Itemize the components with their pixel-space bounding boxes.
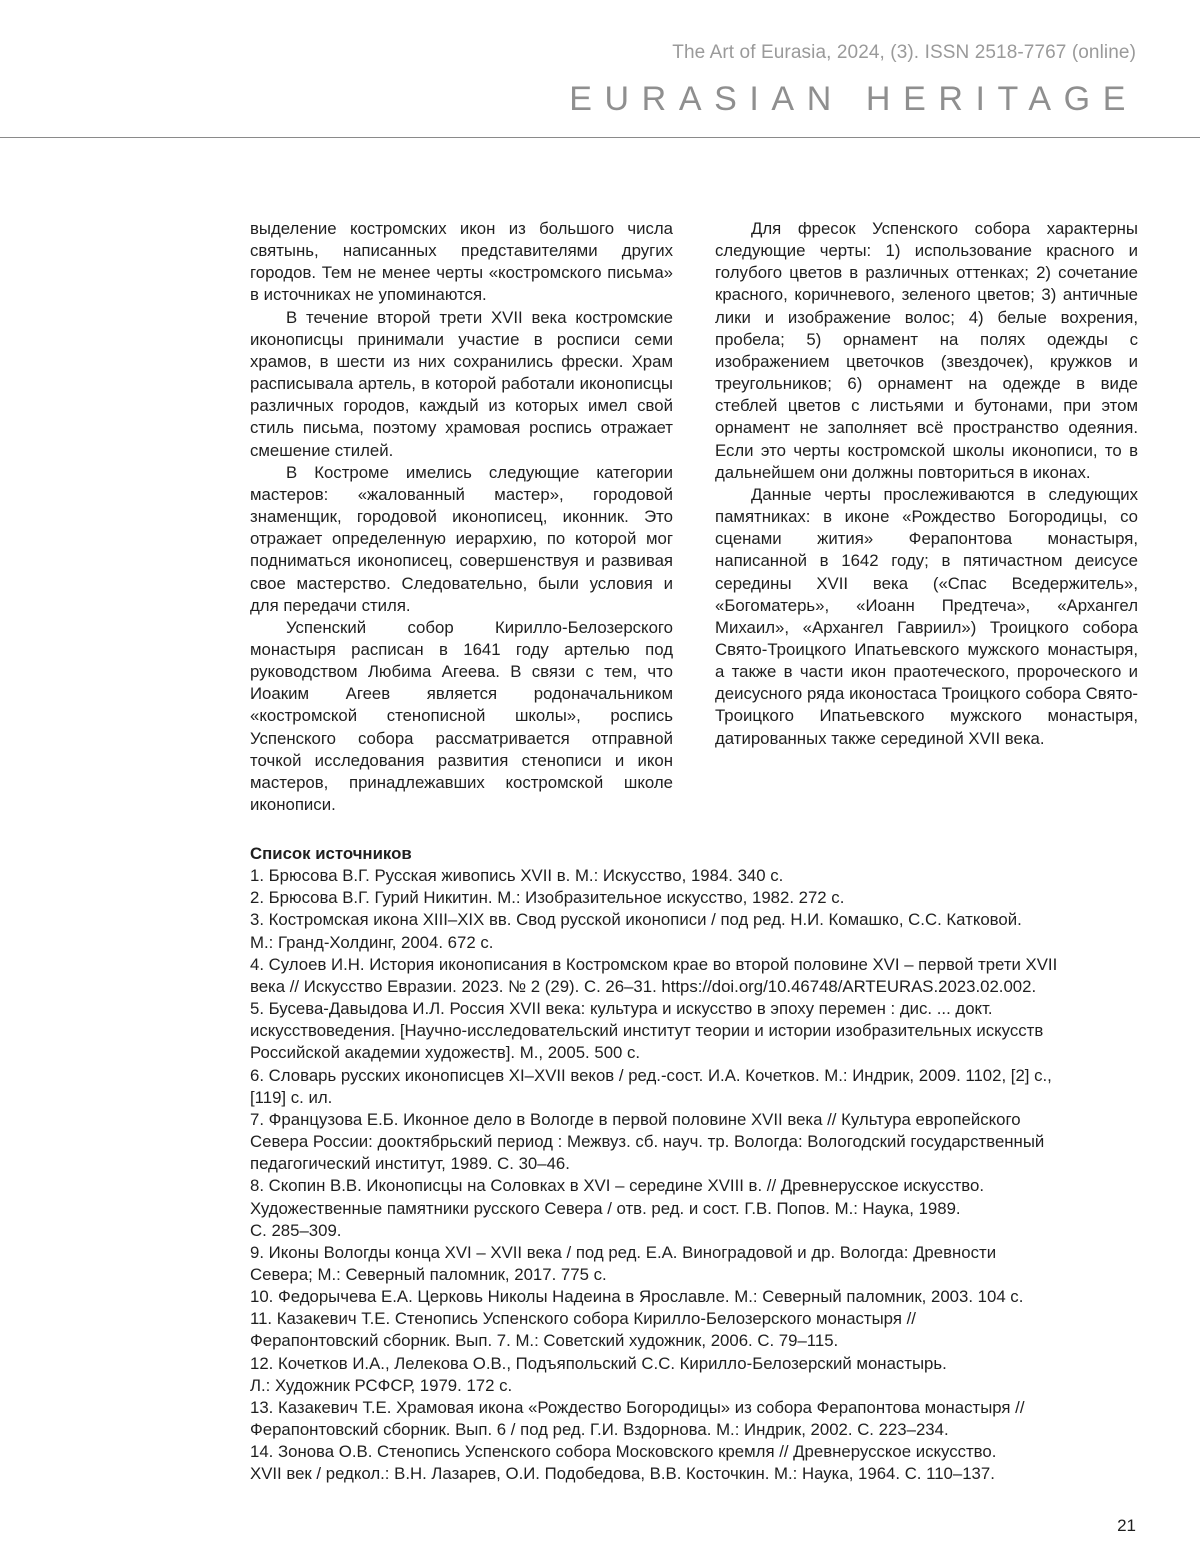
references-section <box>250 843 1150 1486</box>
paragraph: выделение костромских икон из большого числа святынь, написанных представителями других городов. Тем не менее черты «костромского письма» в источниках не упоминаются. <box>250 219 673 305</box>
reference-item <box>250 1308 1150 1352</box>
reference-line: 11. Казакевич Т.Е. Стенопись Успенского собора Кирилло-Белозерского монастыря // <box>250 1309 916 1329</box>
reference-line: Л.: Художник РСФСР, 1979. 172 с. <box>250 1375 513 1395</box>
reference-line: 12. Кочетков И.А., Лелекова О.В., Подъяпольский С.С. Кирилло-Белозерский монастырь. <box>250 1353 947 1373</box>
reference-line: 6. Словарь русских иконописцев XI–XVII веков / ред.-сост. И.А. Кочетков. М.: Индрик, 2009. 1102, [2] с., <box>250 1065 1052 1085</box>
reference-item <box>250 909 1150 953</box>
reference-line: Севера; М.: Северный паломник, 2017. 775 с. <box>250 1264 607 1284</box>
reference-line: Ферапонтовский сборник. Вып. 6 / под ред. Г.И. Вздорнова. М.: Индрик, 2002. С. 223–234. <box>250 1420 949 1440</box>
reference-line: 9. Иконы Вологды конца XVI – XVII века / под ред. Е.А. Виноградовой и др. Вологда: Древности <box>250 1242 997 1262</box>
journal-citation: The Art of Eurasia, 2024, (3). ISSN 2518-7767 (online) <box>672 42 1136 63</box>
references-list <box>250 865 1150 1485</box>
paragraph: В Костроме имелись следующие категории мастеров: «жалованный мастер», городовой знаменщик, городовой иконописец, иконник. Это отражает определенную иерархию, по которой мог подниматься иконописец, совершенствуя и развивая свое мастерство. Следовательно, были условия и для передачи стиля. <box>250 462 673 615</box>
reference-item <box>250 1286 1150 1308</box>
reference-line: 13. Казакевич Т.Е. Храмовая икона «Рождество Богородицы» из собора Ферапонтова монастыря // <box>250 1397 1025 1417</box>
reference-line: С. 285–309. <box>250 1220 342 1240</box>
reference-item <box>250 1109 1150 1175</box>
references-title: Список источников <box>250 844 412 863</box>
reference-item <box>250 1397 1150 1441</box>
reference-item <box>250 954 1150 998</box>
reference-line: XVII век / редкол.: В.Н. Лазарев, О.И. Подобедова, В.В. Косточкин. М.: Наука, 1964. С. 110–137. <box>250 1464 995 1484</box>
reference-line: М.: Гранд-Холдинг, 2004. 672 с. <box>250 932 494 952</box>
reference-line: искусствоведения. [Научно-исследовательский институт теории и истории изобразительных искусств <box>250 1021 1044 1041</box>
paragraph: Для фресок Успенского собора характерны следующие черты: 1) использование красного и голубого цветов в различных оттенках; 2) сочетание красного, коричневого, зеленого цветов; 3) античные лики и изображение волос; 4) белые вохрения, пробела; 5) орнамент на полях одежды с изображением цветочков (звездочек), кружков и треугольников; 6) орнамент на одежде в виде стеблей цветов с листьями и бутонами, при этом орнамент не заполняет всё пространство одеяния. Если это черты костромской школы иконописи, то в дальнейшем они должны повториться в иконах. <box>715 219 1138 482</box>
reference-line: 14. Зонова О.В. Стенопись Успенского собора Московского кремля // Древнерусское искусство. <box>250 1442 997 1462</box>
reference-line: 10. Федорычева Е.А. Церковь Николы Надеина в Ярославле. М.: Северный паломник, 2003. 104 с. <box>250 1287 1024 1307</box>
paragraph: Данные черты прослеживаются в следующих памятниках: в иконе «Рождество Богородицы, со сценами жития» Ферапонтова монастыря, написанной в 1642 году; в пятичастном деисусе середины XVII века («Спас Вседержитель», «Богоматерь», «Иоанн Предтеча», «Архангел Михаил», «Архангел Гавриил») Троицкого собора Свято-Троицкого Ипатьевского мужского монастыря, а также в части икон праотеческого, пророческого и деисусного ряда иконостаса Троицкого собора Свято-Троицкого Ипатьевского мужского монастыря, датированных также серединой XVII века. <box>715 484 1138 748</box>
reference-line: Ферапонтовский сборник. Вып. 7. М.: Советский художник, 2006. С. 79–115. <box>250 1331 839 1351</box>
header-divider <box>0 137 1200 138</box>
reference-item <box>250 1441 1150 1485</box>
reference-item <box>250 865 1150 887</box>
reference-line: 8. Скопин В.В. Иконописцы на Соловках в XVI – середине XVIII в. // Древнерусское искусство. <box>250 1176 984 1196</box>
reference-line: века // Искусство Евразии. 2023. № 2 (29). С. 26–31. https://doi.org/10.46748/ARTEURAS.2023.02.002. <box>250 976 1037 996</box>
reference-line: [119] с. ил. <box>250 1087 333 1107</box>
right-text-column <box>715 218 1138 750</box>
reference-item <box>250 1175 1150 1241</box>
reference-line: Художественные памятники русского Севера / отв. ред. и сост. Г.В. Попов. М.: Наука, 1989. <box>250 1198 961 1218</box>
reference-line: 5. Бусева-Давыдова И.Л. Россия XVII века: культура и искусство в эпоху перемен : дис. ... докт. <box>250 999 993 1019</box>
reference-line: 4. Сулоев И.Н. История иконописания в Костромском крае во второй половине XVI – первой трети XVII <box>250 954 1058 974</box>
reference-line: Российской академии художеств]. М., 2005. 500 с. <box>250 1043 641 1063</box>
section-title: EURASIAN HERITAGE <box>569 80 1138 118</box>
reference-line: 1. Брюсова В.Г. Русская живопись XVII в. М.: Искусство, 1984. 340 с. <box>250 866 784 886</box>
reference-line: 3. Костромская икона XIII–XIX вв. Свод русской иконописи / под ред. Н.И. Комашко, С.С. Катковой. <box>250 910 1022 930</box>
reference-line: 7. Французова Е.Б. Иконное дело в Вологде в первой половине XVII века // Культура европейского <box>250 1109 1021 1129</box>
paragraph: Успенский собор Кирилло-Белозерского монастыря расписан в 1641 году артелью под руководством Любима Агеева. В связи с тем, что Иоаким Агеев является родоначальником «костромской стенописной школы», роспись Успенского собора рассматривается отправной точкой исследования развития стенописи и икон мастеров, принадлежавших костромской школе иконописи. <box>250 617 673 815</box>
left-text-column <box>250 218 673 816</box>
reference-item <box>250 998 1150 1064</box>
reference-item <box>250 887 1150 909</box>
paragraph: В течение второй трети XVII века костромские иконописцы принимали участие в росписи семи храмов, в шести из них сохранились фрески. Храм расписывала артель, в которой работали иконописцы различных городов, каждый из которых имел свой стиль письма, поэтому храмовая роспись отражает смешение стилей. <box>250 307 673 460</box>
reference-line: Севера России: дооктябрьский период : Межвуз. сб. науч. тр. Вологда: Вологодский государственный <box>250 1132 1045 1152</box>
reference-item <box>250 1353 1150 1397</box>
reference-item <box>250 1242 1150 1286</box>
reference-line: педагогический институт, 1989. С. 30–46. <box>250 1154 570 1174</box>
reference-item <box>250 1065 1150 1109</box>
reference-line: 2. Брюсова В.Г. Гурий Никитин. М.: Изобразительное искусство, 1982. 272 с. <box>250 888 845 908</box>
page-number: 21 <box>1117 1516 1136 1535</box>
